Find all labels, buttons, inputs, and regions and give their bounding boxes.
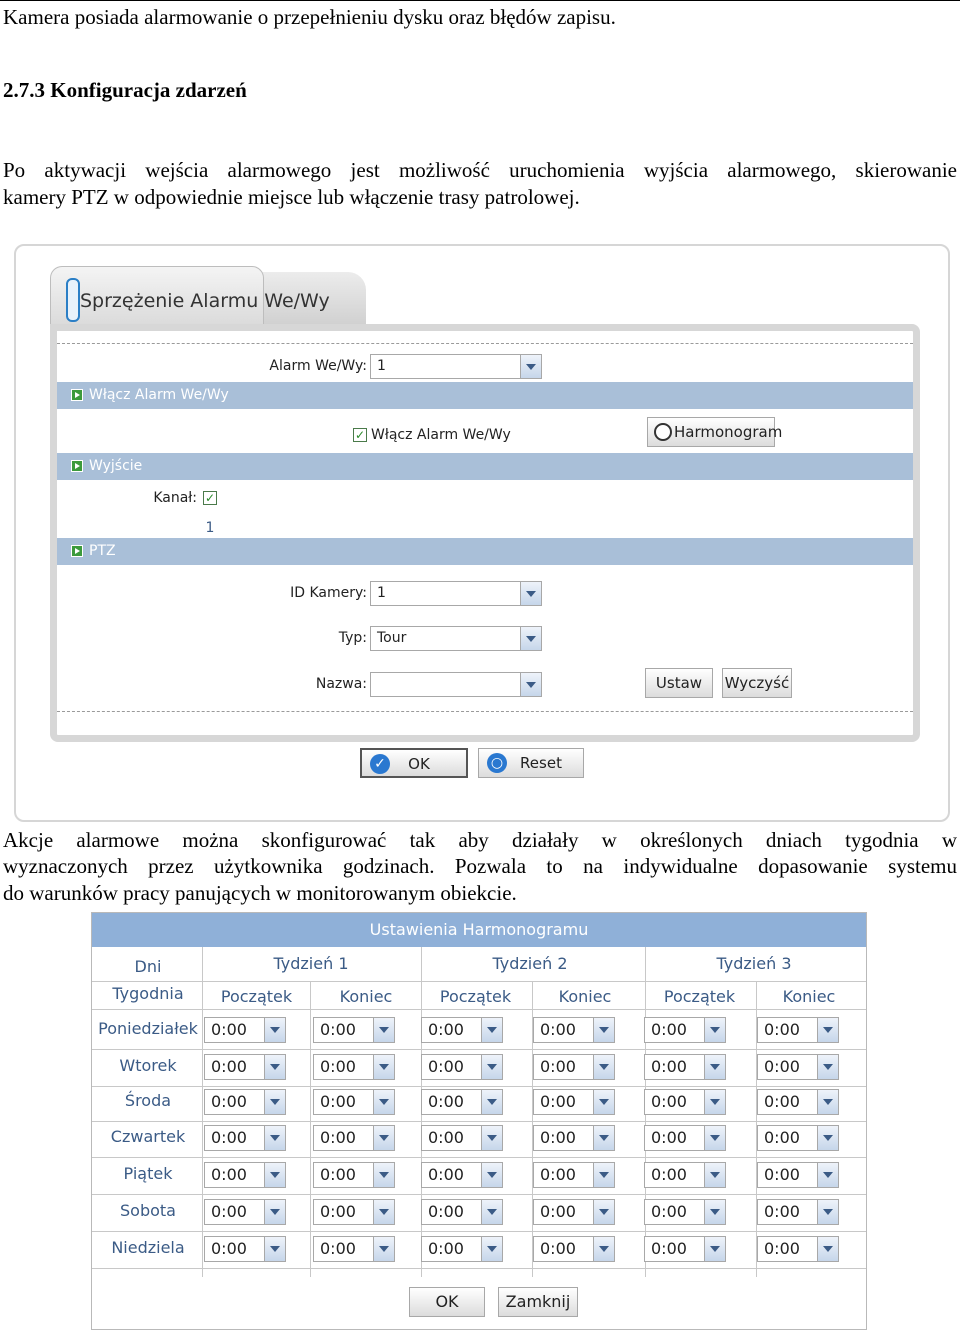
grid-line xyxy=(310,981,311,1277)
chevron-down-icon xyxy=(593,1018,614,1042)
schedule-screenshot xyxy=(91,912,867,1330)
time-value: 0:00 xyxy=(211,1020,247,1039)
chevron-down-icon xyxy=(481,1200,502,1224)
chevron-down-icon xyxy=(704,1200,725,1224)
time-select[interactable] xyxy=(644,1017,726,1043)
chevron-down-icon xyxy=(264,1090,285,1114)
grid-line xyxy=(92,981,866,982)
tab-title: Sprzężenie Alarmu We/Wy xyxy=(80,290,330,312)
time-value: 0:00 xyxy=(764,1202,800,1221)
enable-alarm-checkbox[interactable]: ✓ xyxy=(354,428,366,442)
chevron-down-icon xyxy=(593,1237,614,1261)
chevron-down-icon xyxy=(704,1126,725,1150)
chevron-down-icon xyxy=(593,1055,614,1079)
chevron-down-icon xyxy=(481,1163,502,1187)
time-select[interactable] xyxy=(313,1199,395,1225)
channel-number: 1 xyxy=(205,520,215,536)
time-value: 0:00 xyxy=(211,1128,247,1147)
time-value: 0:00 xyxy=(428,1239,464,1258)
time-value: 0:00 xyxy=(764,1020,800,1039)
chevron-down-icon xyxy=(817,1200,838,1224)
chevron-down-icon xyxy=(373,1126,394,1150)
alarm-io-label: Alarm We/Wy: xyxy=(269,358,367,374)
week-header: Tydzień 1 xyxy=(273,954,349,973)
week-header: Tydzień 3 xyxy=(716,954,792,973)
dashed-divider xyxy=(57,711,913,712)
clock-icon xyxy=(654,423,672,441)
chevron-down-icon xyxy=(373,1163,394,1187)
chevron-down-icon xyxy=(593,1163,614,1187)
chevron-down-icon xyxy=(373,1237,394,1261)
time-value: 0:00 xyxy=(428,1202,464,1221)
time-value: 0:00 xyxy=(428,1128,464,1147)
time-select[interactable] xyxy=(421,1162,503,1188)
set-button[interactable]: Ustaw xyxy=(645,668,713,698)
time-value: 0:00 xyxy=(540,1057,576,1076)
top-rule xyxy=(0,0,960,1)
chevron-down-icon xyxy=(704,1018,725,1042)
day-label: Sobota xyxy=(120,1201,176,1220)
time-value: 0:00 xyxy=(211,1239,247,1258)
paragraph-1-line-2: kamery PTZ w odpowiednie miejsce lub włączenie trasy patrolowej. xyxy=(3,185,580,209)
chevron-down-icon xyxy=(593,1200,614,1224)
time-select[interactable] xyxy=(533,1017,615,1043)
time-select[interactable] xyxy=(757,1125,839,1151)
chevron-down-icon xyxy=(520,627,541,650)
time-select[interactable] xyxy=(204,1199,286,1225)
schedule-close-button[interactable]: Zamknij xyxy=(498,1287,578,1317)
channel-1-checkbox[interactable]: ✓ xyxy=(204,491,216,505)
chevron-down-icon xyxy=(704,1055,725,1079)
chevron-down-icon xyxy=(481,1090,502,1114)
time-value: 0:00 xyxy=(320,1057,356,1076)
chevron-down-icon xyxy=(817,1018,838,1042)
time-value: 0:00 xyxy=(320,1020,356,1039)
grid-line xyxy=(92,1009,866,1010)
time-select[interactable] xyxy=(313,1125,395,1151)
ok-button-label: OK xyxy=(408,755,430,773)
section-title-enable: Włącz Alarm We/Wy xyxy=(89,387,229,403)
tab-ring-icon xyxy=(66,278,80,322)
enable-alarm-checkbox-label: Włącz Alarm We/Wy xyxy=(371,427,511,443)
type-label: Typ: xyxy=(338,630,367,646)
chevron-down-icon xyxy=(817,1090,838,1114)
end-header: Koniec xyxy=(339,987,393,1006)
channel-label: Kanał: xyxy=(153,490,197,506)
time-select[interactable] xyxy=(421,1125,503,1151)
chevron-down-icon xyxy=(817,1163,838,1187)
time-value: 0:00 xyxy=(211,1165,247,1184)
time-select[interactable] xyxy=(204,1089,286,1115)
reset-icon: ○ xyxy=(487,753,507,773)
week-header: Tydzień 2 xyxy=(492,954,568,973)
section-bar-enable xyxy=(57,382,913,409)
chevron-down-icon xyxy=(520,355,541,378)
chevron-down-icon xyxy=(817,1126,838,1150)
grid-line xyxy=(92,1086,866,1087)
time-select[interactable] xyxy=(204,1162,286,1188)
chevron-down-icon xyxy=(481,1018,502,1042)
arrow-right-icon xyxy=(71,545,83,557)
time-select[interactable] xyxy=(644,1054,726,1080)
arrow-right-icon xyxy=(71,460,83,472)
time-select[interactable] xyxy=(204,1017,286,1043)
days-header: Tygodnia xyxy=(112,984,184,1003)
time-value: 0:00 xyxy=(428,1057,464,1076)
camera-id-label: ID Kamery: xyxy=(290,585,367,601)
schedule-title: Ustawienia Harmonogramu xyxy=(92,913,866,947)
grid-line xyxy=(92,1194,866,1195)
time-select[interactable] xyxy=(533,1162,615,1188)
time-select[interactable] xyxy=(533,1125,615,1151)
time-value: 0:00 xyxy=(211,1057,247,1076)
time-value: 0:00 xyxy=(651,1202,687,1221)
chevron-down-icon xyxy=(264,1018,285,1042)
chevron-down-icon xyxy=(481,1055,502,1079)
time-value: 0:00 xyxy=(211,1092,247,1111)
paragraph-2-line-2: wyznaczonych przez użytkownika godzinach. Pozwala to na indywidualne dopasowanie systemu xyxy=(3,854,957,878)
time-value: 0:00 xyxy=(211,1202,247,1221)
paragraph-1-line-1: Po aktywacji wejścia alarmowego jest możliwość uruchomienia wyjścia alarmowego, skierowanie xyxy=(3,158,957,182)
time-value: 0:00 xyxy=(320,1165,356,1184)
type-select[interactable] xyxy=(370,626,542,651)
chevron-down-icon xyxy=(593,1126,614,1150)
time-select[interactable] xyxy=(421,1089,503,1115)
time-select[interactable] xyxy=(204,1236,286,1262)
time-select[interactable] xyxy=(644,1199,726,1225)
type-value: Tour xyxy=(377,630,407,646)
time-value: 0:00 xyxy=(651,1057,687,1076)
time-select[interactable] xyxy=(204,1054,286,1080)
section-bar-ptz xyxy=(57,538,913,565)
paragraph-2-line-1: Akcje alarmowe można skonfigurować tak aby działały w określonych dniach tygodnia w xyxy=(3,828,957,852)
time-value: 0:00 xyxy=(651,1020,687,1039)
time-select[interactable] xyxy=(533,1089,615,1115)
day-label: Poniedziałek xyxy=(98,1019,198,1038)
grid-line xyxy=(92,1049,866,1050)
check-icon: ✓ xyxy=(370,754,390,774)
time-select[interactable] xyxy=(533,1236,615,1262)
ok-button[interactable] xyxy=(360,748,468,778)
time-value: 0:00 xyxy=(540,1239,576,1258)
time-value: 0:00 xyxy=(320,1092,356,1111)
time-select[interactable] xyxy=(644,1236,726,1262)
clear-button[interactable]: Wyczyść xyxy=(722,668,792,698)
chevron-down-icon xyxy=(704,1090,725,1114)
paragraph-2-line-3: do warunków pracy panujących w monitorowanym obiekcie. xyxy=(3,881,517,905)
chevron-down-icon xyxy=(373,1090,394,1114)
time-select[interactable] xyxy=(204,1125,286,1151)
section-title-output: Wyjście xyxy=(89,458,143,474)
time-select[interactable] xyxy=(757,1162,839,1188)
time-value: 0:00 xyxy=(320,1202,356,1221)
time-value: 0:00 xyxy=(540,1092,576,1111)
day-label: Wtorek xyxy=(119,1056,177,1075)
time-value: 0:00 xyxy=(764,1239,800,1258)
chevron-down-icon xyxy=(481,1126,502,1150)
arrow-right-icon xyxy=(71,389,83,401)
day-label: Środa xyxy=(124,1091,172,1110)
day-label: Piątek xyxy=(123,1164,173,1183)
time-select[interactable] xyxy=(313,1236,395,1262)
alarm-linkage-screenshot xyxy=(14,244,950,822)
chevron-down-icon xyxy=(520,673,541,696)
time-select[interactable] xyxy=(644,1162,726,1188)
chevron-down-icon xyxy=(593,1090,614,1114)
grid-line xyxy=(92,1231,866,1232)
time-value: 0:00 xyxy=(320,1128,356,1147)
time-select[interactable] xyxy=(757,1089,839,1115)
time-value: 0:00 xyxy=(540,1020,576,1039)
chevron-down-icon xyxy=(264,1055,285,1079)
time-value: 0:00 xyxy=(651,1239,687,1258)
chevron-down-icon xyxy=(704,1163,725,1187)
camera-id-value: 1 xyxy=(377,585,386,601)
schedule-ok-button[interactable]: OK xyxy=(409,1287,485,1317)
chevron-down-icon xyxy=(264,1126,285,1150)
time-select[interactable] xyxy=(644,1089,726,1115)
alarm-io-select[interactable] xyxy=(370,354,542,379)
chevron-down-icon xyxy=(520,582,541,605)
chevron-down-icon xyxy=(264,1200,285,1224)
camera-id-select[interactable] xyxy=(370,581,542,606)
time-select[interactable] xyxy=(757,1236,839,1262)
time-value: 0:00 xyxy=(540,1128,576,1147)
time-select[interactable] xyxy=(644,1125,726,1151)
chevron-down-icon xyxy=(264,1163,285,1187)
alarm-io-value: 1 xyxy=(377,358,386,374)
time-select[interactable] xyxy=(421,1236,503,1262)
grid-line xyxy=(92,1268,866,1269)
days-header: Dni xyxy=(134,957,162,976)
end-header: Koniec xyxy=(782,987,836,1006)
settings-panel xyxy=(50,324,920,742)
section-title-ptz: PTZ xyxy=(89,543,116,559)
time-select[interactable] xyxy=(313,1017,395,1043)
start-header: Początek xyxy=(663,987,736,1006)
start-header: Początek xyxy=(439,987,512,1006)
reset-button-label: Reset xyxy=(520,754,562,772)
time-select[interactable] xyxy=(313,1089,395,1115)
section-heading: 2.7.3 Konfiguracja zdarzeń xyxy=(3,78,247,102)
time-select[interactable] xyxy=(533,1054,615,1080)
time-value: 0:00 xyxy=(428,1092,464,1111)
schedule-button-label: Harmonogram xyxy=(674,423,783,441)
time-value: 0:00 xyxy=(428,1020,464,1039)
grid-line xyxy=(92,1157,866,1158)
time-select[interactable] xyxy=(533,1199,615,1225)
intro-line: Kamera posiada alarmowanie o przepełnieniu dysku oraz błędów zapisu. xyxy=(3,5,616,29)
time-select[interactable] xyxy=(421,1017,503,1043)
dashed-divider xyxy=(57,343,913,344)
chevron-down-icon xyxy=(817,1237,838,1261)
chevron-down-icon xyxy=(373,1200,394,1224)
end-header: Koniec xyxy=(558,987,612,1006)
time-select[interactable] xyxy=(421,1199,503,1225)
time-select[interactable] xyxy=(757,1054,839,1080)
time-value: 0:00 xyxy=(651,1165,687,1184)
time-value: 0:00 xyxy=(651,1092,687,1111)
day-label: Czwartek xyxy=(110,1127,186,1146)
chevron-down-icon xyxy=(704,1237,725,1261)
time-value: 0:00 xyxy=(764,1165,800,1184)
reset-button[interactable] xyxy=(478,748,584,778)
grid-line xyxy=(92,1121,866,1122)
start-header: Początek xyxy=(220,987,293,1006)
chevron-down-icon xyxy=(817,1055,838,1079)
chevron-down-icon xyxy=(264,1237,285,1261)
time-select[interactable] xyxy=(313,1162,395,1188)
time-value: 0:00 xyxy=(540,1165,576,1184)
day-label: Niedziela xyxy=(111,1238,185,1257)
time-value: 0:00 xyxy=(764,1092,800,1111)
time-value: 0:00 xyxy=(320,1239,356,1258)
section-bar-output xyxy=(57,453,913,480)
time-value: 0:00 xyxy=(764,1128,800,1147)
time-value: 0:00 xyxy=(651,1128,687,1147)
time-value: 0:00 xyxy=(428,1165,464,1184)
name-select[interactable] xyxy=(370,672,542,697)
time-value: 0:00 xyxy=(764,1057,800,1076)
time-value: 0:00 xyxy=(540,1202,576,1221)
chevron-down-icon xyxy=(373,1055,394,1079)
schedule-button[interactable] xyxy=(647,417,783,447)
chevron-down-icon xyxy=(481,1237,502,1261)
chevron-down-icon xyxy=(373,1018,394,1042)
name-label: Nazwa: xyxy=(315,676,367,692)
time-select[interactable] xyxy=(421,1054,503,1080)
time-select[interactable] xyxy=(757,1199,839,1225)
time-select[interactable] xyxy=(757,1017,839,1043)
time-select[interactable] xyxy=(313,1054,395,1080)
